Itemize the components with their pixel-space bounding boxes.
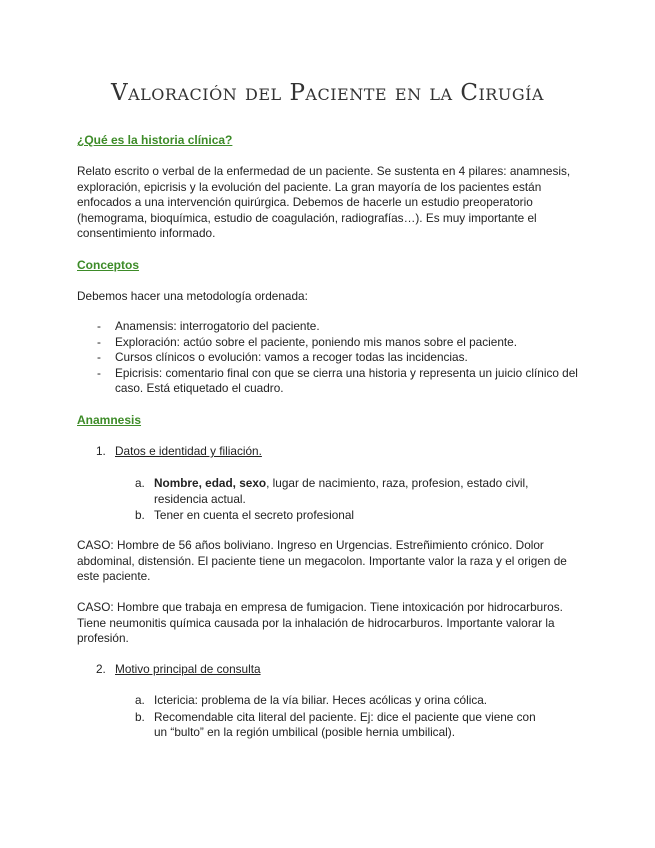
list-item: - Epicrisis: comentario final con que se cierra una historia y representa un juicio clínico del caso. Está etiquetado el cuadro. <box>97 365 578 395</box>
list-item: b. Recomendable cita literal del paciente. Ej: dice el paciente que viene con un “bulto” en la región umbilical (posible hernia umbilical). <box>135 709 536 739</box>
section-heading-anamnesis: Anamnesis <box>77 413 142 427</box>
case-paragraph-1: CASO: Hombre de 56 años boliviano. Ingreso en Urgencias. Estreñimiento crónico. Dolor abdominal, distensión. El paciente tiene un megacolon. Importante valor la raza y el origen de este paciente. <box>77 538 567 583</box>
case-paragraph-2: CASO: Hombre que trabaja en empresa de fumigacion. Tiene intoxicación por hidrocarburos. Tiene neumonitis química causada por la inhalación de hidrocarburos. Importante valorar la profesión. <box>77 600 563 645</box>
historia-paragraph: Relato escrito o verbal de la enfermedad de un paciente. Se sustenta en 4 pilares: anamnesis, exploración, epicrisis y la evolución del paciente. La gran mayoría de los pacientes están enfocados a una intervención quirúrgica. Debemos de hacerle un estudio preoperatorio (hemograma, bioquímica, estudio de coagulación, radiografías…). Es muy importante el consentimiento informado. <box>77 164 571 240</box>
list-item: - Cursos clínicos o evolución: vamos a recoger todas las incidencias. <box>97 350 468 364</box>
list-item: a. Nombre, edad, sexo, lugar de nacimiento, raza, profesion, estado civil, residencia actual. <box>135 476 529 506</box>
section-heading-conceptos: Conceptos <box>77 258 140 272</box>
numbered-item-1: 1. Datos e identidad y filiación. <box>96 444 262 458</box>
page-title: Valoración del Paciente en la Cirugía <box>111 80 544 106</box>
conceptos-intro: Debemos hacer una metodología ordenada: <box>77 289 308 303</box>
item1-sublist <box>135 476 555 525</box>
section-heading-historia: ¿Qué es la historia clínica? <box>77 133 233 147</box>
list-item: - Anamensis: interrogatorio del paciente. <box>97 319 320 333</box>
item2-sublist <box>135 693 545 742</box>
list-item: a. Ictericia: problema de la vía biliar. Heces acólicas y orina cólica. <box>135 693 488 707</box>
conceptos-list <box>77 319 587 397</box>
list-item: b. Tener en cuenta el secreto profesional <box>135 508 355 522</box>
numbered-item-2: 2. Motivo principal de consulta <box>96 662 261 676</box>
list-item: - Exploración: actúo sobre el paciente, poniendo mis manos sobre el paciente. <box>97 334 517 349</box>
